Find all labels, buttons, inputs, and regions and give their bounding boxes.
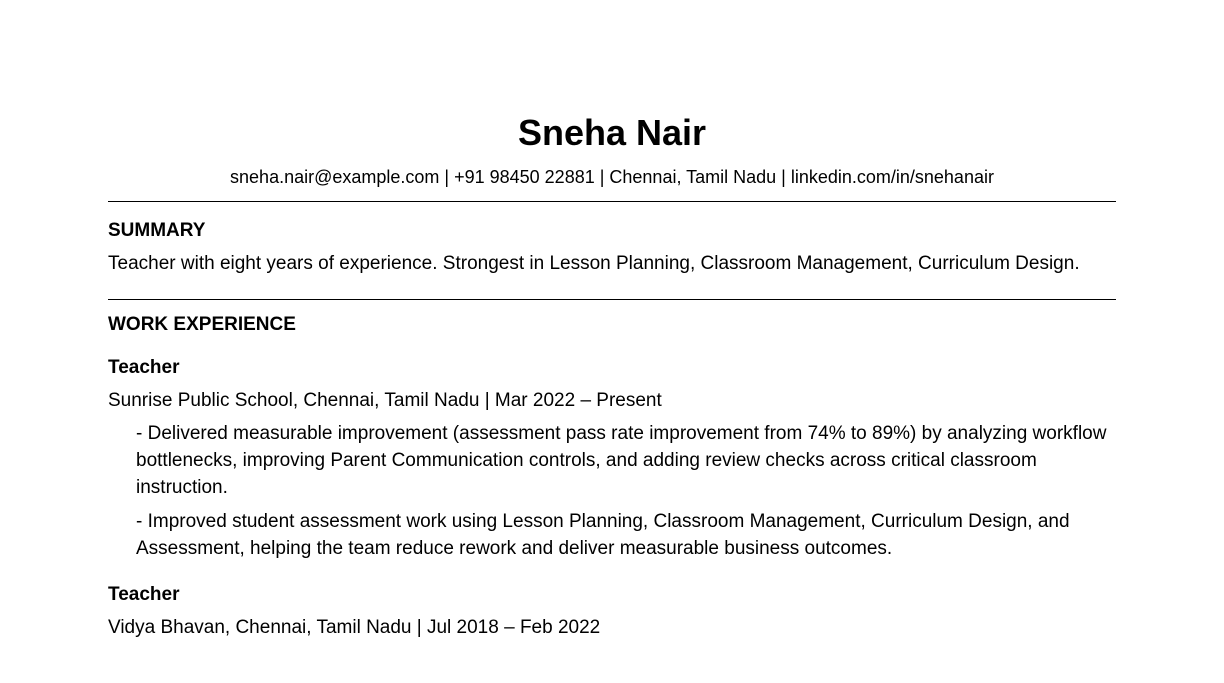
work-experience-heading: WORK EXPERIENCE [108, 314, 296, 335]
job-bullet: - Delivered measurable improvement (assessment pass rate improvement from 74% to 89%) by analyzing workflow bottlenecks, improving Parent Communication controls, and adding review checks across critical classroom instruction. [136, 423, 1107, 498]
resume-content [108, 112, 1116, 640]
summary-divider [108, 299, 1116, 300]
job-employer-dates: Vidya Bhavan, Chennai, Tamil Nadu | Jul 2018 – Feb 2022 [108, 617, 601, 638]
job-title: Teacher [108, 584, 180, 605]
work-experience-section [108, 313, 1116, 640]
job-bullet: - Improved student assessment work using Lesson Planning, Classroom Management, Curriculum Design, and Assessment, helping the team reduce rework and deliver measurable business outcomes. [136, 511, 1070, 559]
job-employer-dates: Sunrise Public School, Chennai, Tamil Nadu | Mar 2022 – Present [108, 390, 662, 411]
job-bullet-list [108, 420, 1116, 562]
job-entry [108, 356, 1116, 562]
summary-heading: SUMMARY [108, 220, 206, 241]
job-entry [108, 583, 1116, 640]
job-title: Teacher [108, 357, 180, 378]
summary-section [108, 219, 1116, 277]
contact-line: sneha.nair@example.com | +91 98450 22881 | Chennai, Tamil Nadu | linkedin.com/in/snehanair [230, 167, 994, 187]
header-divider [108, 201, 1116, 202]
summary-text: Teacher with eight years of experience. Strongest in Lesson Planning, Classroom Management, Curriculum Design. [108, 253, 1080, 274]
candidate-name: Sneha Nair [517, 112, 707, 153]
